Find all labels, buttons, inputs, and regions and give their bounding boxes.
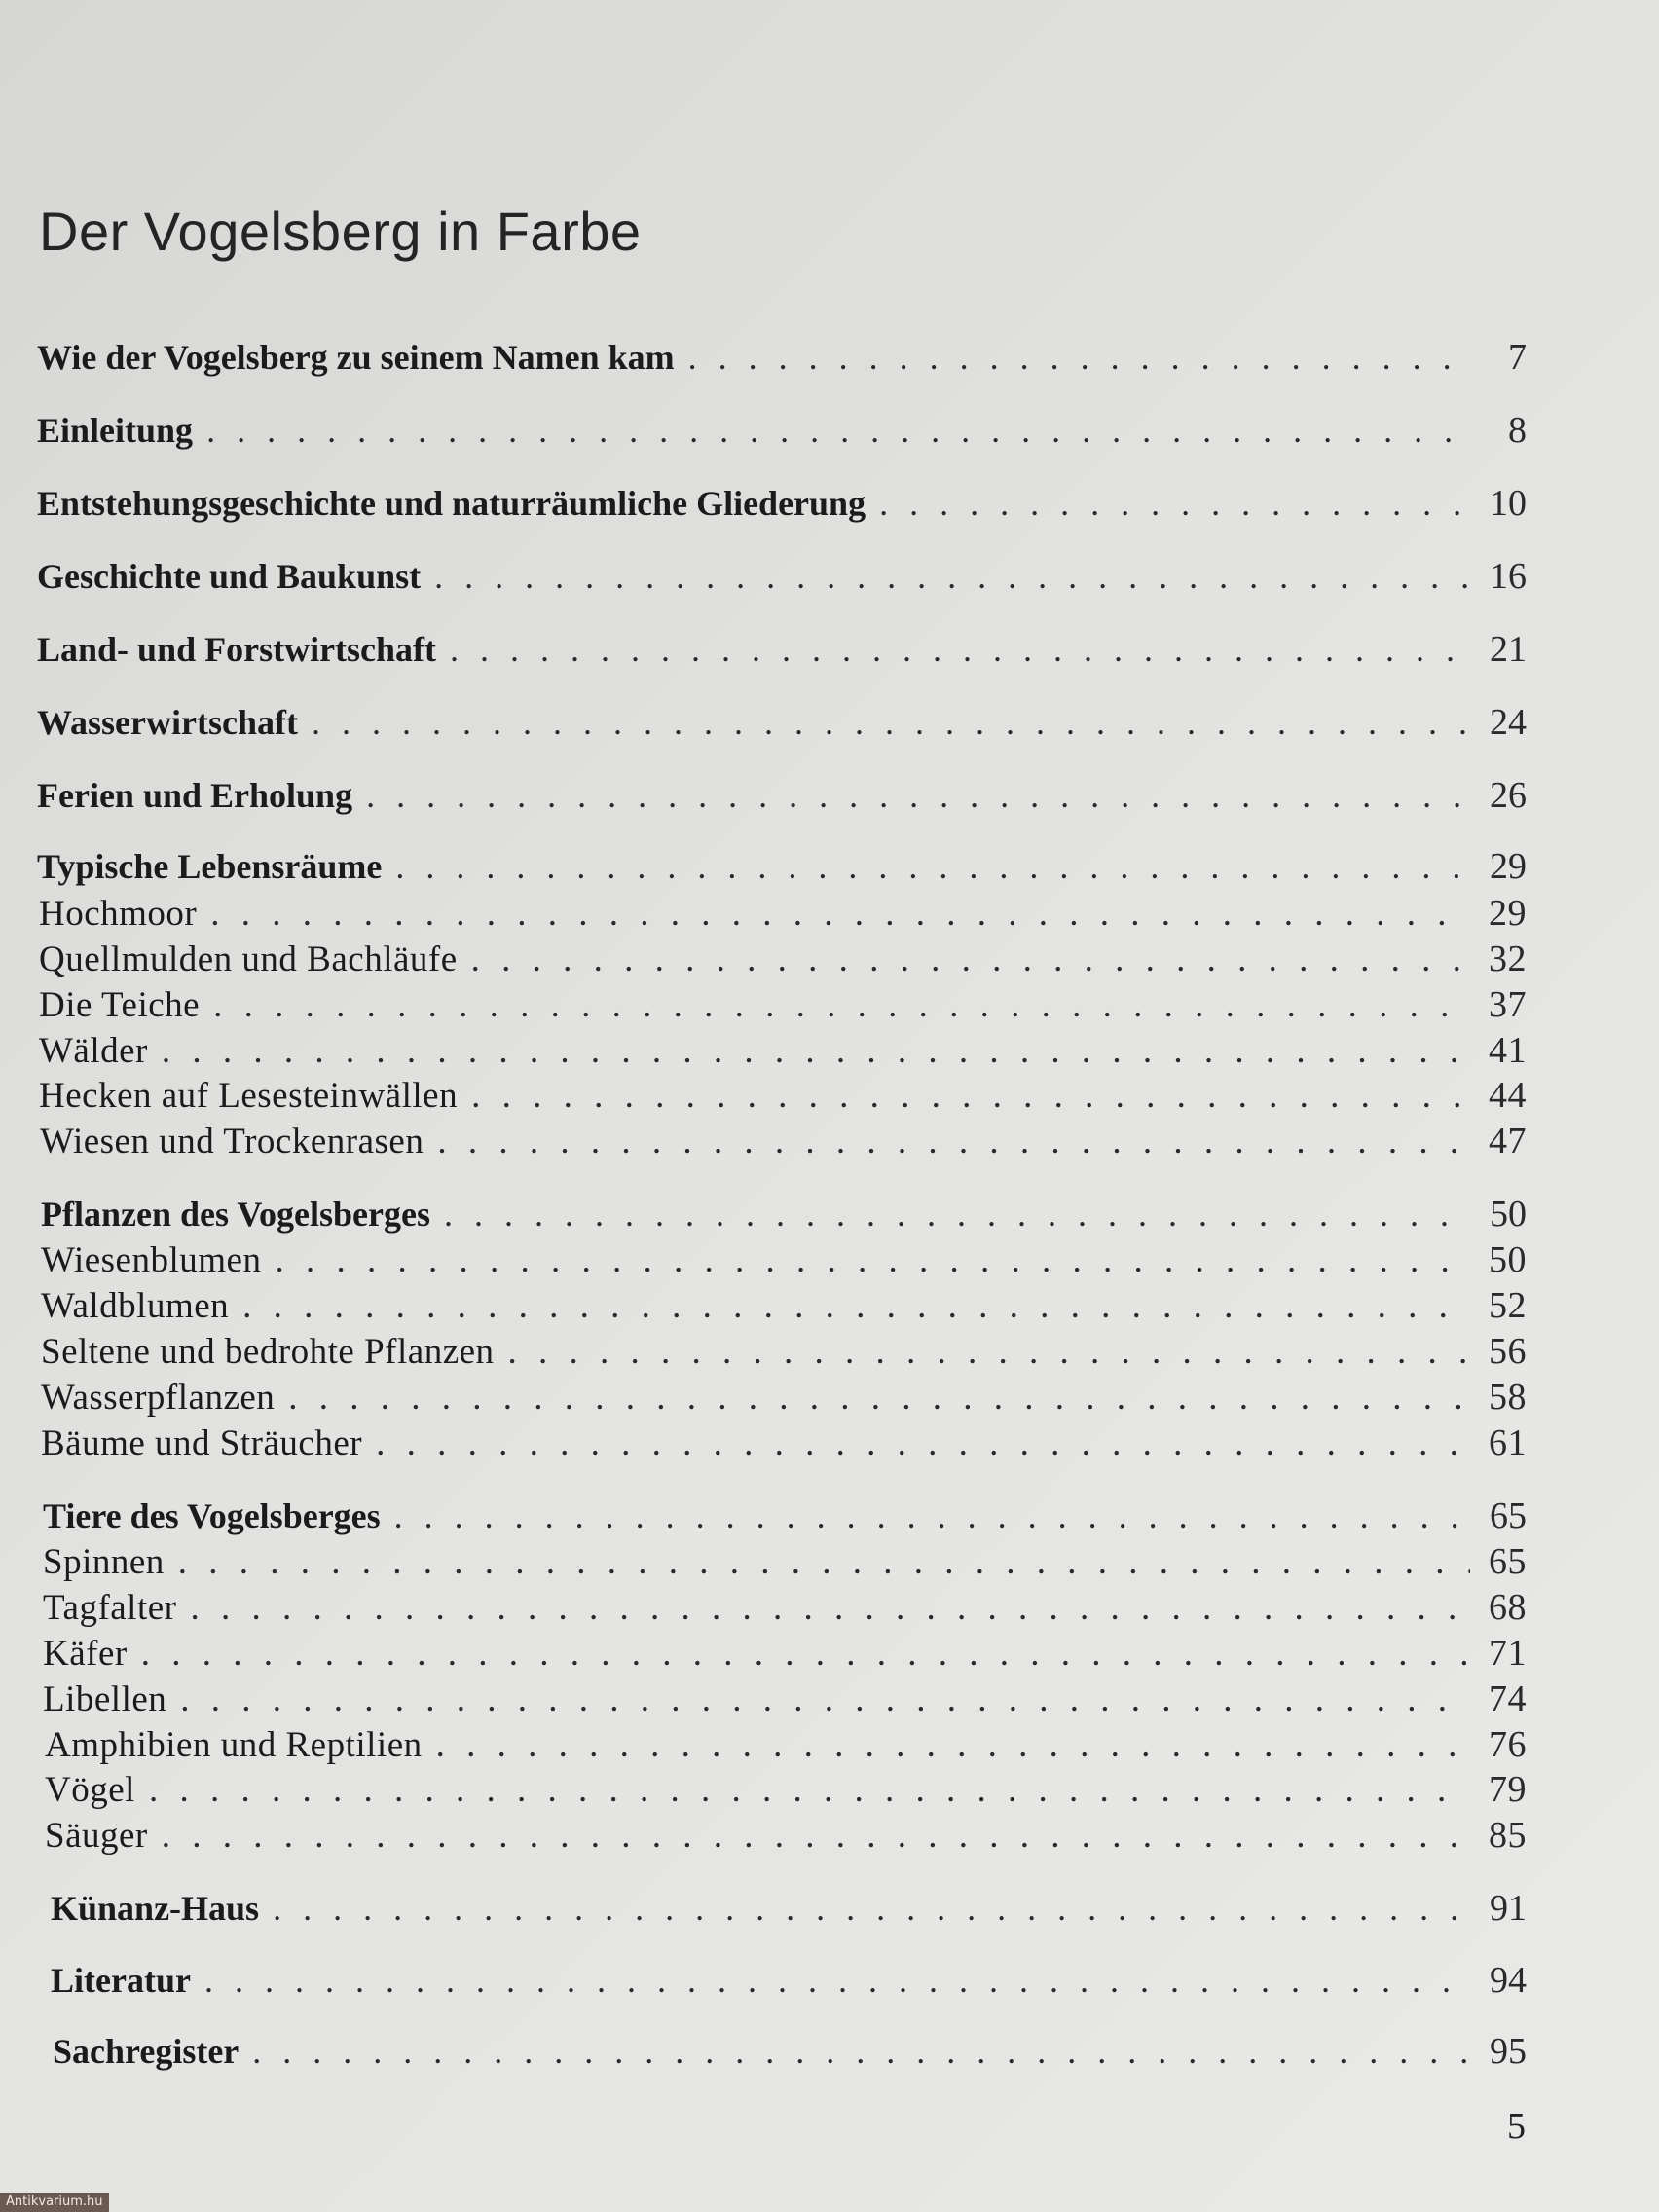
toc-entry-label: Ferien und Erholung xyxy=(37,776,353,815)
toc-entry xyxy=(45,1723,1527,1766)
toc-entry-label: Quellmulden und Bachläufe xyxy=(39,940,458,979)
toc-entry-label: Wasserpflanzen xyxy=(41,1378,276,1418)
toc-entry-label: Vögel xyxy=(45,1770,135,1810)
toc-entry-label: Land- und Forstwirtschaft xyxy=(37,630,437,669)
toc-entry-label: Wälder xyxy=(39,1031,148,1071)
dot-leader xyxy=(213,984,1470,1026)
dot-leader xyxy=(191,1587,1471,1629)
toc-entry-label: Wiesen und Trockenrasen xyxy=(40,1122,424,1161)
toc-entry xyxy=(37,555,1527,598)
dot-leader xyxy=(450,629,1470,670)
dot-leader xyxy=(149,1769,1470,1811)
toc-entry-page: 50 xyxy=(1490,1194,1527,1235)
dot-leader xyxy=(204,1960,1470,2001)
toc-entry xyxy=(51,1959,1527,2002)
toc-entry xyxy=(43,1632,1527,1675)
toc-entry xyxy=(37,628,1527,671)
toc-entry-label: Wie der Vogelsberg zu seinem Namen kam xyxy=(37,338,675,377)
dot-leader xyxy=(879,483,1470,524)
dot-leader xyxy=(394,1495,1470,1536)
dot-leader xyxy=(252,2031,1470,2072)
toc-entry-page: 56 xyxy=(1489,1331,1527,1372)
toc-entry xyxy=(41,1193,1527,1235)
toc-entry-page: 50 xyxy=(1489,1239,1527,1280)
toc-entry xyxy=(39,1029,1527,1072)
dot-leader xyxy=(180,1678,1470,1720)
toc-entry-label: Literatur xyxy=(51,1961,191,2000)
toc-entry-page: 91 xyxy=(1490,1888,1527,1929)
toc-entry xyxy=(41,1330,1527,1373)
toc-entry-page: 44 xyxy=(1489,1075,1527,1116)
toc-entry xyxy=(37,482,1527,525)
dot-leader xyxy=(162,1030,1470,1072)
toc-entry xyxy=(43,1677,1527,1720)
toc-entry-page: 74 xyxy=(1489,1678,1527,1719)
dot-leader xyxy=(508,1331,1470,1373)
toc-entry-label: Sachregister xyxy=(53,2032,240,2071)
toc-entry-label: Einleitung xyxy=(37,411,194,450)
dot-leader xyxy=(688,337,1470,378)
toc-entry-label: Tagfalter xyxy=(43,1588,177,1628)
toc-entry-page: 26 xyxy=(1490,775,1527,816)
toc-entry-label: Entstehungsgeschichte und naturräumliche Gliederung xyxy=(37,484,866,523)
toc-entry-page: 41 xyxy=(1489,1030,1527,1071)
toc-entry xyxy=(37,409,1527,452)
watermark: Antikvarium.hu xyxy=(0,2193,109,2212)
toc-entry-label: Tiere des Vogelsberges xyxy=(43,1496,381,1535)
dot-leader xyxy=(437,1121,1470,1162)
dot-leader xyxy=(376,1422,1470,1464)
toc-entry-page: 10 xyxy=(1490,483,1527,524)
toc-entry xyxy=(39,938,1527,980)
toc-entry-label: Käfer xyxy=(43,1634,128,1674)
toc-entry-page: 65 xyxy=(1489,1541,1527,1582)
dot-leader xyxy=(288,1377,1470,1419)
toc-entry-label: Seltene und bedrohte Pflanzen xyxy=(41,1332,495,1372)
toc-entry-page: 85 xyxy=(1489,1815,1527,1856)
toc-entry xyxy=(37,774,1527,817)
toc-entry xyxy=(37,701,1527,744)
toc-entry-label: Hecken auf Lesesteinwällen xyxy=(39,1076,459,1116)
toc-entry-page: 37 xyxy=(1489,984,1527,1025)
dot-leader xyxy=(162,1815,1470,1857)
dot-leader xyxy=(141,1633,1470,1675)
toc-entry-page: 52 xyxy=(1489,1285,1527,1326)
dot-leader xyxy=(273,1888,1470,1929)
toc-entry xyxy=(43,1586,1527,1629)
toc-entry-label: Wasserwirtschaft xyxy=(37,703,298,742)
toc-entry xyxy=(41,1284,1527,1327)
dot-leader xyxy=(434,556,1470,597)
toc-entry xyxy=(43,1494,1527,1537)
toc-entry-label: Typische Lebensräume xyxy=(37,847,383,886)
toc-entry-label: Waldblumen xyxy=(41,1286,230,1326)
toc-entry-page: 32 xyxy=(1489,939,1527,979)
toc-entry-label: Säuger xyxy=(45,1816,148,1856)
dot-leader xyxy=(210,893,1470,935)
toc-entry-page: 29 xyxy=(1489,893,1527,934)
toc-entry-page: 76 xyxy=(1489,1724,1527,1765)
toc-entry xyxy=(53,2030,1527,2073)
page-number: 5 xyxy=(1507,2106,1526,2147)
toc-entry-label: Pflanzen des Vogelsberges xyxy=(41,1195,430,1234)
toc-entry-page: 65 xyxy=(1490,1495,1527,1536)
toc-entry-label: Künanz-Haus xyxy=(51,1889,260,1928)
toc-entry xyxy=(45,1768,1527,1811)
toc-entry-page: 68 xyxy=(1489,1587,1527,1628)
dot-leader xyxy=(206,410,1470,451)
toc-entry xyxy=(41,1238,1527,1281)
toc-entry-label: Geschichte und Baukunst xyxy=(37,557,422,596)
toc-entry-label: Wiesenblumen xyxy=(41,1240,262,1280)
toc-entry xyxy=(37,336,1527,379)
toc-entry-label: Hochmoor xyxy=(39,894,198,934)
toc-entry-page: 8 xyxy=(1508,410,1527,451)
toc-entry xyxy=(39,983,1527,1026)
toc-entry-page: 16 xyxy=(1490,556,1527,597)
toc-entry-page: 71 xyxy=(1489,1633,1527,1674)
toc-entry xyxy=(41,1421,1527,1464)
toc-entry xyxy=(37,845,1527,888)
dot-leader xyxy=(366,775,1470,816)
dot-leader xyxy=(471,939,1470,980)
dot-leader xyxy=(178,1541,1470,1583)
toc-entry-page: 58 xyxy=(1489,1377,1527,1418)
toc-entry-label: Spinnen xyxy=(43,1542,165,1582)
toc-entry-page: 29 xyxy=(1490,846,1527,887)
dot-leader xyxy=(312,702,1470,743)
toc-entry-page: 61 xyxy=(1489,1422,1527,1463)
toc-entry-label: Bäume und Sträucher xyxy=(41,1423,363,1463)
toc-entry-label: Die Teiche xyxy=(39,985,201,1025)
toc-entry-page: 95 xyxy=(1490,2031,1527,2072)
toc-entry-page: 7 xyxy=(1508,337,1527,378)
toc-entry xyxy=(45,1814,1527,1857)
dot-leader xyxy=(436,1724,1470,1766)
toc-entry-page: 47 xyxy=(1489,1121,1527,1161)
toc-entry-label: Libellen xyxy=(43,1679,167,1719)
page-title: Der Vogelsberg in Farbe xyxy=(39,201,642,262)
dot-leader xyxy=(395,846,1470,887)
dot-leader xyxy=(471,1075,1470,1117)
toc-entry xyxy=(39,892,1527,935)
toc-entry xyxy=(43,1540,1527,1583)
toc-entry xyxy=(51,1887,1527,1930)
toc-entry xyxy=(40,1120,1527,1162)
toc-entry-page: 24 xyxy=(1490,702,1527,743)
toc-entry-page: 21 xyxy=(1490,629,1527,670)
toc-entry xyxy=(39,1074,1527,1117)
dot-leader xyxy=(242,1285,1470,1327)
toc-entry-label: Amphibien und Reptilien xyxy=(45,1725,423,1765)
dot-leader xyxy=(444,1194,1470,1235)
toc-entry-page: 79 xyxy=(1489,1769,1527,1810)
dot-leader xyxy=(275,1239,1470,1281)
toc-entry xyxy=(41,1376,1527,1419)
toc-entry-page: 94 xyxy=(1490,1960,1527,2001)
